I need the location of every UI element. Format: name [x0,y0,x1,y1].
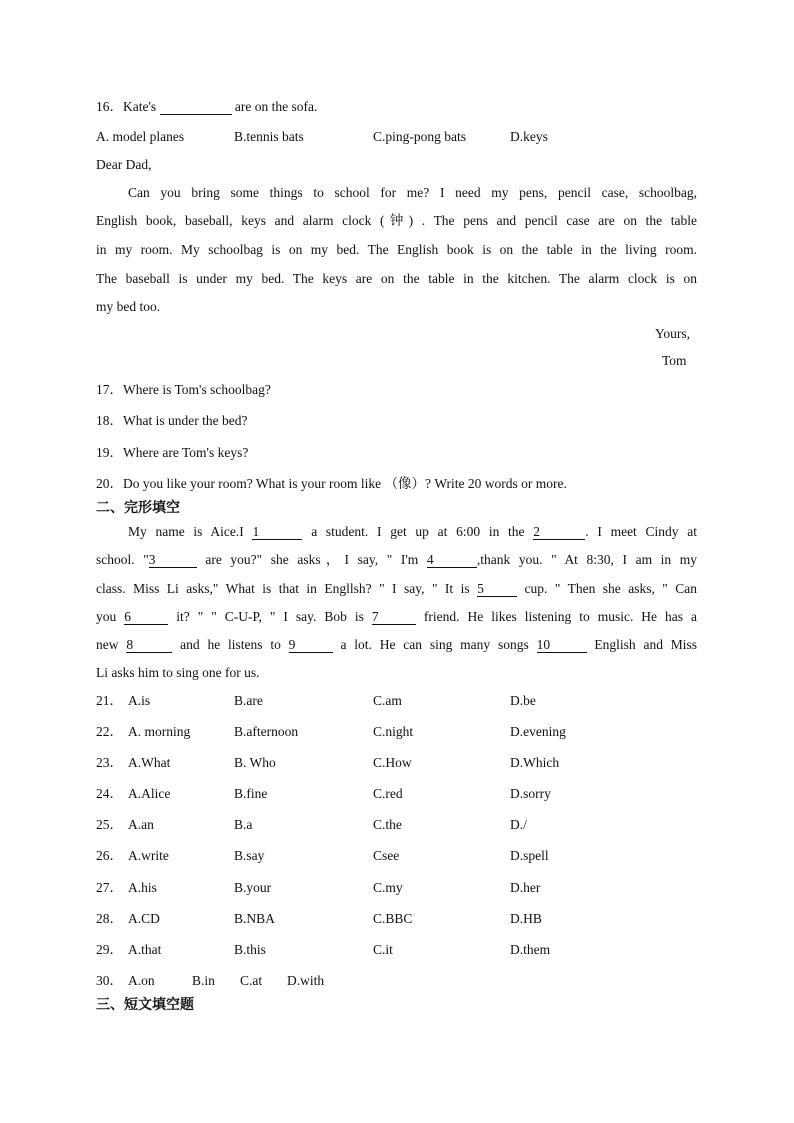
choice-option-a[interactable]: A.on [128,973,155,988]
cloze-blank-9[interactable]: 9 [289,638,333,653]
choice-number: 24． [96,786,123,801]
choice-option-c[interactable]: C.red [373,786,403,801]
choice-number: 26． [96,848,123,863]
choice-number: 21． [96,693,123,708]
letter-greeting: Dear Dad, [96,157,152,172]
question-16-suffix: are on the sofa. [234,99,318,114]
choice-option-d[interactable]: D.be [510,693,536,708]
choice-option-b[interactable]: B.afternoon [234,724,299,739]
letter-signature: Tom [662,353,687,368]
question-17: 17．Where is Tom's schoolbag? [96,382,271,397]
choice-option-c[interactable]: Csee [373,848,400,863]
cloze-line-5: new 8 and he listens to 9 a lot. He can sing many songs 10 English and Miss [96,637,698,652]
choice-option-c[interactable]: C.the [373,817,402,832]
choice-option-c[interactable]: C.am [373,693,402,708]
choice-option-a[interactable]: A.write [128,848,169,863]
choice-number: 27． [96,880,123,895]
choice-option-a[interactable]: A.CD [128,911,160,926]
choice-number: 23． [96,755,123,770]
choice-option-a[interactable]: A. morning [128,724,191,739]
choice-option-a[interactable]: A.his [128,880,157,895]
cloze-line-2: school. "3 are you?" she asks，I say, " I'm 4 ,thank you. " At 8:30, I am in my [96,552,698,567]
choice-option-c[interactable]: C.night [373,724,414,739]
choice-number: 30． [96,973,123,988]
question-18: 18．What is under the bed? [96,413,248,428]
choice-option-d[interactable]: D.Which [510,755,560,770]
section-3-title: 三、短文填空题 [96,997,194,1013]
choice-option-d[interactable]: D.HB [510,911,542,926]
choice-option-a[interactable]: A.Alice [128,786,171,801]
cloze-line-1: My name is Aice.I 1 a student. I get up at 6:00 in the 2 . I meet Cindy at [128,524,697,539]
choice-number: 29． [96,942,123,957]
choice-option-c[interactable]: C.my [373,880,403,895]
q16-option-b[interactable]: B.tennis bats [234,129,304,144]
section-2-title: 二、完形填空 [96,500,180,516]
letter-line-5: my bed too. [96,299,161,314]
choice-option-d[interactable]: D.with [287,973,325,988]
choice-number: 25． [96,817,123,832]
choice-option-a[interactable]: A.an [128,817,154,832]
cloze-blank-7[interactable]: 7 [372,610,416,625]
choice-option-a[interactable]: A.What [128,755,171,770]
cloze-line-4: you 6 it? " " C-U-P, " I say. Bob is 7 friend. He likes listening to music. He has a [96,609,698,624]
choice-option-b[interactable]: B.are [234,693,263,708]
letter-line-2: English book, baseball, keys and alarm clock (钟) . The pens and pencil case are on the table [96,213,697,228]
choice-option-b[interactable]: B.a [234,817,253,832]
cloze-blank-6[interactable]: 6 [124,610,168,625]
choice-option-d[interactable]: D.sorry [510,786,551,801]
choice-option-d[interactable]: D.her [510,880,541,895]
cloze-blank-1[interactable]: 1 [252,525,302,540]
choice-option-c[interactable]: C.BBC [373,911,413,926]
cloze-blank-3[interactable]: 3 [149,553,197,568]
choice-option-b[interactable]: B.this [234,942,266,957]
cloze-blank-4[interactable]: 4 [427,553,477,568]
question-16 [96,98,317,116]
choice-option-b[interactable]: B.NBA [234,911,275,926]
cloze-blank-2[interactable]: 2 [533,525,585,540]
cloze-blank-5[interactable]: 5 [477,582,517,597]
choice-number: 28． [96,911,123,926]
letter-closing: Yours, [655,326,691,341]
choice-option-b[interactable]: B. Who [234,755,276,770]
choice-number: 22． [96,724,123,739]
cloze-line-3: class. Miss Li asks," What is that in Engllsh? " I say, " It is 5 cup. " Then she asks, " Can [96,581,698,596]
choice-option-c[interactable]: C.at [240,973,263,988]
choice-option-a[interactable]: A.that [128,942,162,957]
cloze-blank-10[interactable]: 10 [537,638,587,653]
letter-line-4: The baseball is under my bed. The keys are on the table in the kitchen. The alarm clock is on [96,271,697,286]
choice-option-b[interactable]: B.fine [234,786,268,801]
choice-option-b[interactable]: B.your [234,880,272,895]
choice-option-d[interactable]: D.spell [510,848,549,863]
choice-option-a[interactable]: A.is [128,693,151,708]
cloze-blank-8[interactable]: 8 [126,638,172,653]
q16-option-d[interactable]: D.keys [510,129,548,144]
choice-option-b[interactable]: B.say [234,848,265,863]
question-16-prefix: 16．Kate's [96,99,157,114]
question-20: 20．Do you like your room? What is your room like （像）? Write 20 words or more. [96,476,567,491]
choice-option-b[interactable]: B.in [192,973,215,988]
q16-option-a[interactable]: A. model planes [96,129,185,144]
choice-option-c[interactable]: C.How [373,755,412,770]
choice-option-d[interactable]: D.evening [510,724,566,739]
choice-option-c[interactable]: C.it [373,942,393,957]
choice-option-d[interactable]: D.them [510,942,551,957]
letter-line-3: in my room. My schoolbag is on my bed. The English book is on the table in the living room. [96,242,697,257]
question-19: 19．Where are Tom's keys? [96,445,249,460]
q16-option-c[interactable]: C.ping-pong bats [373,129,466,144]
cloze-line-6: Li asks him to sing one for us. [96,665,260,680]
answer-blank-16[interactable] [160,100,232,115]
letter-line-1: Can you bring some things to school for me? I need my pens, pencil case, schoolbag, [128,185,697,200]
choice-option-d[interactable]: D./ [510,817,527,832]
